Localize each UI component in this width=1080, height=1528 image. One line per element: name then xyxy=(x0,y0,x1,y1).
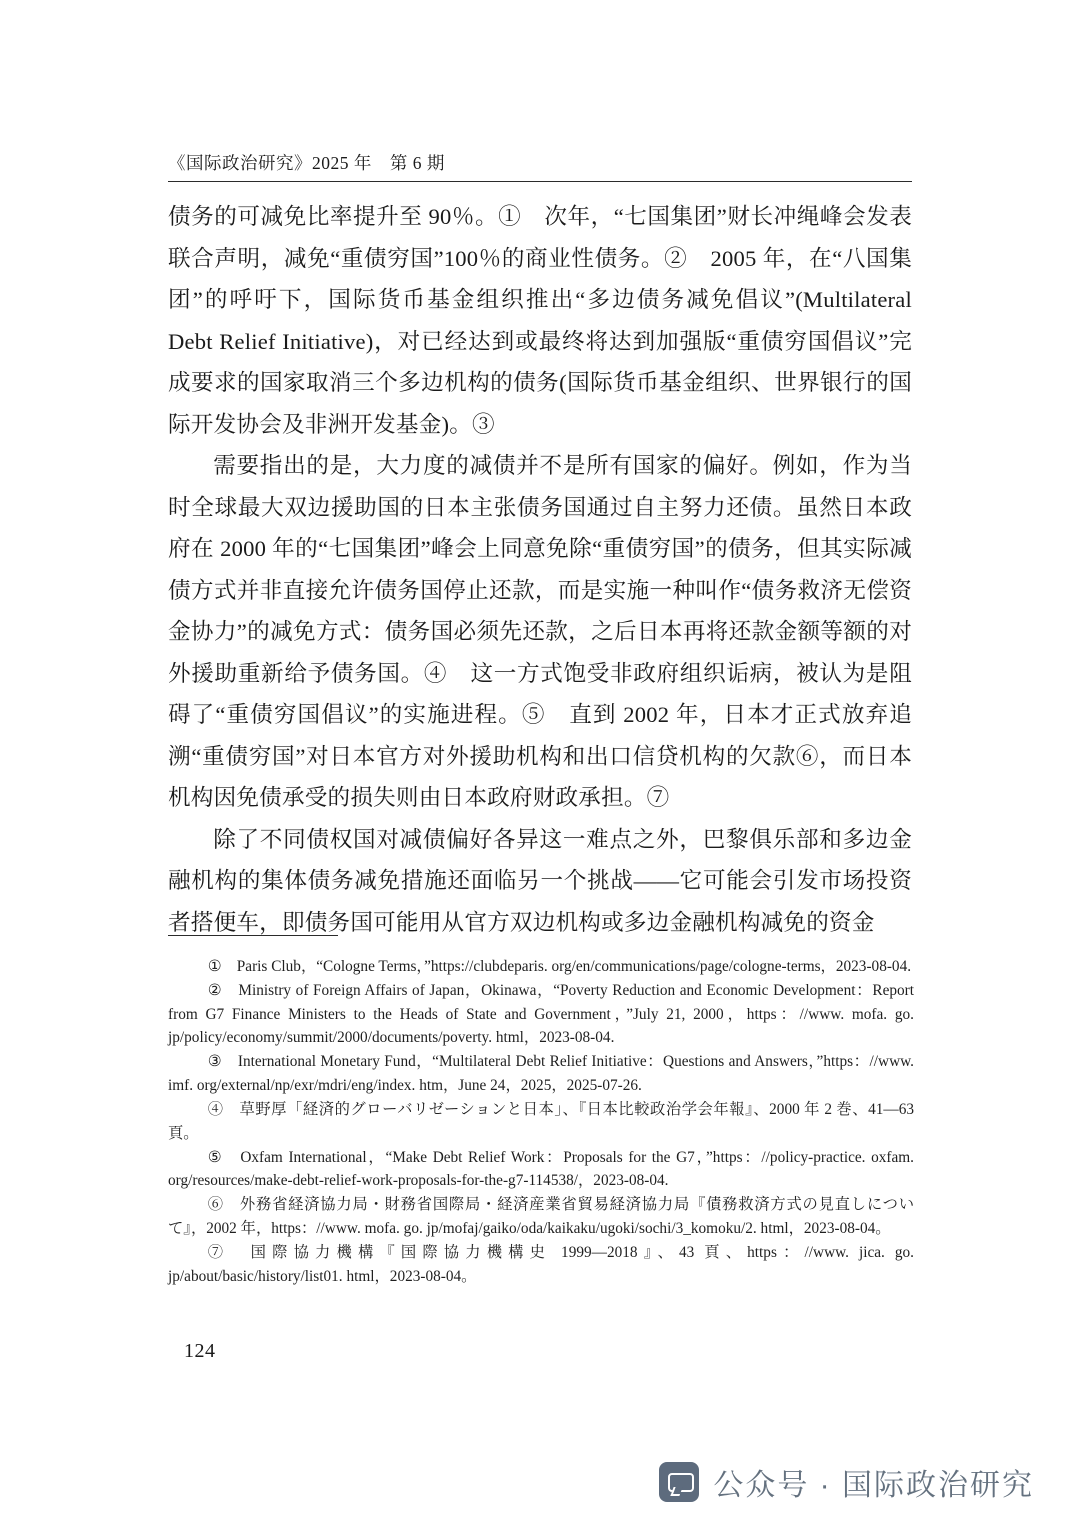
paragraph-1: 债务的可减免比率提升至 90％。① 次年，“七国集团”财长冲绳峰会发表联合声明，减免“重债穷国”100％的商业性债务。② 2005 年，在“八国集团”的呼吁下，国际货币基金组织推出“多边债务减免倡议”(Multilateral Debt Relief Initiative)，对已经达到或最终将达到加强版“重债穷国倡议”完成要求的国家取消三个多边机构的债务(国际货币基金组织、世界银行的国际开发协会及非洲开发基金)。③ xyxy=(168,204,912,437)
footnote-list xyxy=(168,955,914,1289)
watermark xyxy=(659,1460,1034,1504)
footnote-item: ① Paris Club，“Cologne Terms，”https://clubdeparis. org/en/communications/page/cologne-terms，2023-08-04. xyxy=(207,958,912,975)
body-text xyxy=(168,196,912,943)
paragraph-2: 需要指出的是，大力度的减债并不是所有国家的偏好。例如，作为当时全球最大双边援助国的日本主张债务国通过自主努力还债。虽然日本政府在 2000 年的“七国集团”峰会上同意免除“重债穷国”的债务，但其实际减债方式并非直接允许债务国停止还款，而是实施一种叫作“债务救济无偿资金协力”的减免方式：债务国必须先还款，之后日本再将还款金额等额的对外援助重新给予债务国。④ 这一方式饱受非政府组织诟病，被认为是阻碍了“重债穷国倡议”的实施进程。⑤ 直到 2002 年，日本才正式放弃追溯“重债穷国”对日本官方对外援助机构和出口信贷机构的欠款⑥，而日本机构因免债承受的损失则由日本政府财政承担。⑦ xyxy=(168,453,912,810)
watermark-label: 公众号 · 国际政治研究 xyxy=(713,1469,1034,1502)
footnote-separator xyxy=(168,935,338,936)
footnote-item: ③ International Monetary Fund，“Multilateral Debt Relief Initiative：Questions and Answers，”https：//www. imf. org/external/np/exr/mdri/eng/index. htm，June 24，2025，2025-07-26. xyxy=(168,1053,914,1094)
wechat-logo-icon xyxy=(659,1462,699,1502)
footnote-item: ④ 草野厚「経済的グローバリゼーションと日本」、『日本比較政治学会年報』、2000 年 2 巻、41—63 頁。 xyxy=(168,1101,914,1142)
footnote-item: ⑦ 国際協力機構『国際協力機構史 1999—2018』、43 頁、https：//www. jica. go. jp/about/basic/history/list01. html，2023-08-04。 xyxy=(168,1244,914,1285)
page-number: 124 xyxy=(184,1340,216,1362)
page-content xyxy=(168,150,912,943)
header-rule xyxy=(168,181,912,182)
footnote-item: ⑥ 外務省経済協力局・財務省国際局・経済産業省貿易経済協力局『債務救済方式の見直しについて』，2002 年，https：//www. mofa. go. jp/mofaj/gaiko/oda/kaikaku/ugoki/sochi/3_komoku/2. html，2023-08-04。 xyxy=(168,1196,914,1238)
running-head: 《国际政治研究》2025 年 第 6 期 xyxy=(168,153,445,173)
footnote-item: ② Ministry of Foreign Affairs of Japan，Okinawa，“Poverty Reduction and Economic Development：Report from G7 Finance Ministers to the Heads of State and Government，”July 21, 2000，https：//www. mofa. go. jp/policy/economy/summit/2000/documents/poverty. html，2023-08-04. xyxy=(168,982,914,1047)
paragraph-3: 除了不同债权国对减债偏好各异这一难点之外，巴黎俱乐部和多边金融机构的集体债务减免措施还面临另一个挑战——它可能会引发市场投资者搭便车，即债务国可能用从官方双边机构或多边金融机构减免的资金 xyxy=(168,826,912,935)
footnote-item: ⑤ Oxfam International，“Make Debt Relief Work：Proposals for the G7，”https：//policy-practice. oxfam. org/resources/make-debt-relief-work-proposals-for-the-g7-114538/，2023-08-04. xyxy=(168,1148,914,1190)
